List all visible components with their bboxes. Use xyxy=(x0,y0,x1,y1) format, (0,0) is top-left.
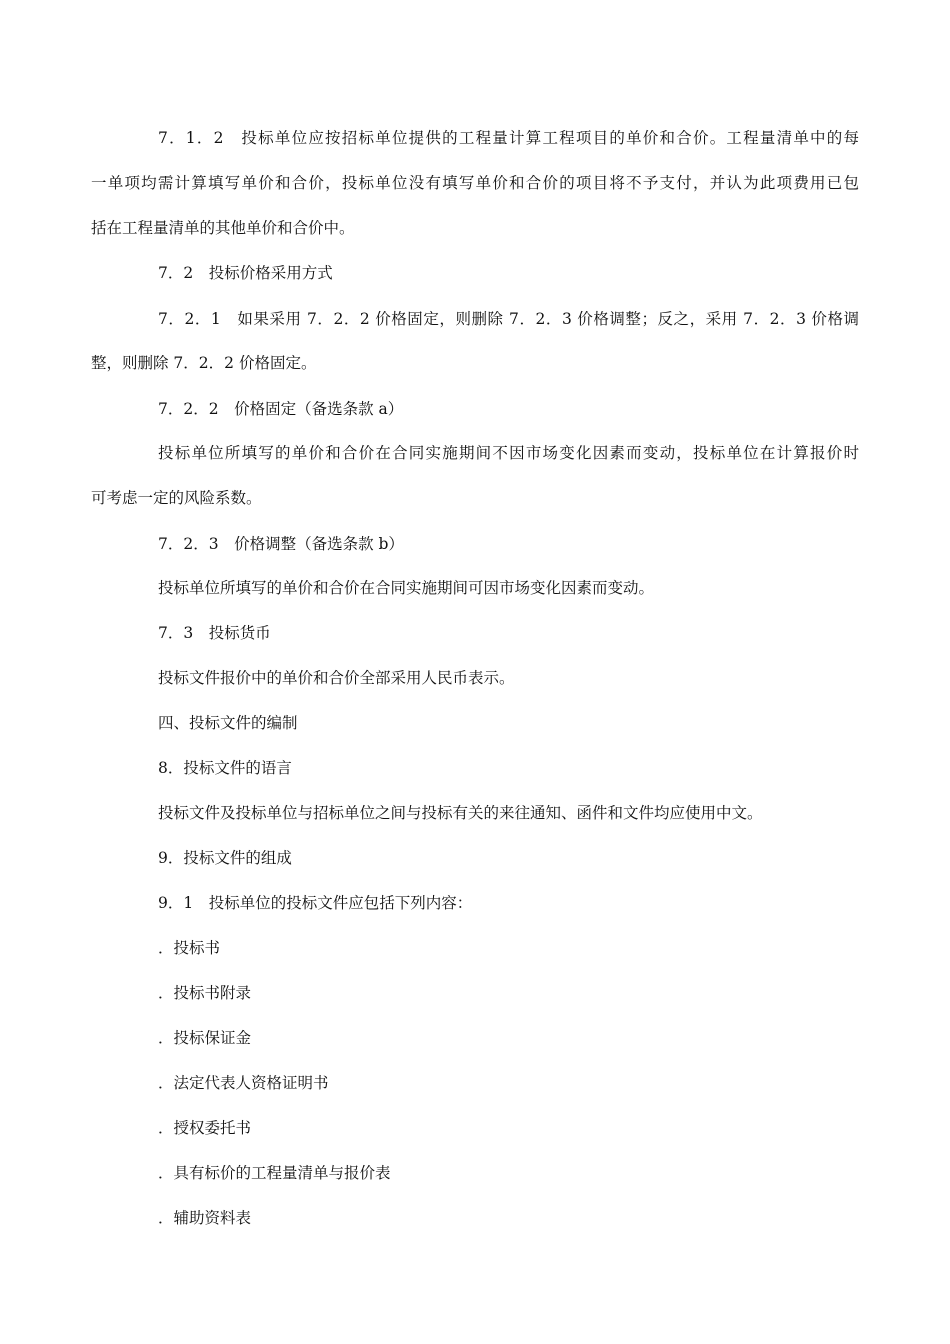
heading-7-2-2: 7．2．2 价格固定（备选条款 a） xyxy=(158,400,404,418)
list-item: ．法定代表人资格证明书 xyxy=(158,1074,329,1092)
clause-7-2-1-line-2: 整，则删除 7．2．2 价格固定。 xyxy=(91,354,317,372)
clause-8-text: 投标文件及投标单位与招标单位之间与投标有关的来往通知、函件和文件均应使用中文。 xyxy=(158,804,763,822)
list-item: ．授权委托书 xyxy=(158,1119,252,1137)
list-item: ．投标书附录 xyxy=(158,984,252,1002)
heading-8: 8．投标文件的语言 xyxy=(158,759,292,777)
list-item: ．辅助资料表 xyxy=(158,1209,252,1227)
clause-7-2-3-text: 投标单位所填写的单价和合价在合同实施期间可因市场变化因素而变动。 xyxy=(158,579,655,597)
clause-9-1: 9．1 投标单位的投标文件应包括下列内容： xyxy=(158,894,473,912)
clause-7-3-text: 投标文件报价中的单价和合价全部采用人民币表示。 xyxy=(158,669,515,687)
heading-9: 9．投标文件的组成 xyxy=(158,849,292,867)
heading-7-2: 7．2 投标价格采用方式 xyxy=(158,264,333,282)
clause-7-1-2-line-1: 7．1．2 投标单位应按招标单位提供的工程量计算工程项目的单价和合价。工程量清单中的每 xyxy=(158,129,859,147)
heading-7-2-3: 7．2．3 价格调整（备选条款 b） xyxy=(158,535,404,553)
clause-7-1-2-line-3: 括在工程量清单的其他单价和合价中。 xyxy=(91,219,355,237)
list-item: ．具有标价的工程量清单与报价表 xyxy=(158,1164,391,1182)
clause-7-2-2-line-1: 投标单位所填写的单价和合价在合同实施期间不因市场变化因素而变动，投标单位在计算报价时 xyxy=(158,444,859,462)
list-item: ．投标保证金 xyxy=(158,1029,252,1047)
clause-7-1-2-line-2: 一单项均需计算填写单价和合价，投标单位没有填写单价和合价的项目将不予支付，并认为此项费用已包 xyxy=(91,174,859,192)
clause-7-2-1-line-1: 7．2．1 如果采用 7．2．2 价格固定，则删除 7．2．3 价格调整；反之，采用 7．2．3 价格调 xyxy=(158,310,859,328)
clause-7-2-2-line-2: 可考虑一定的风险系数。 xyxy=(91,489,262,507)
section-4-heading: 四、投标文件的编制 xyxy=(158,714,298,732)
list-item: ．投标书 xyxy=(158,939,221,957)
heading-7-3: 7．3 投标货币 xyxy=(158,624,271,642)
